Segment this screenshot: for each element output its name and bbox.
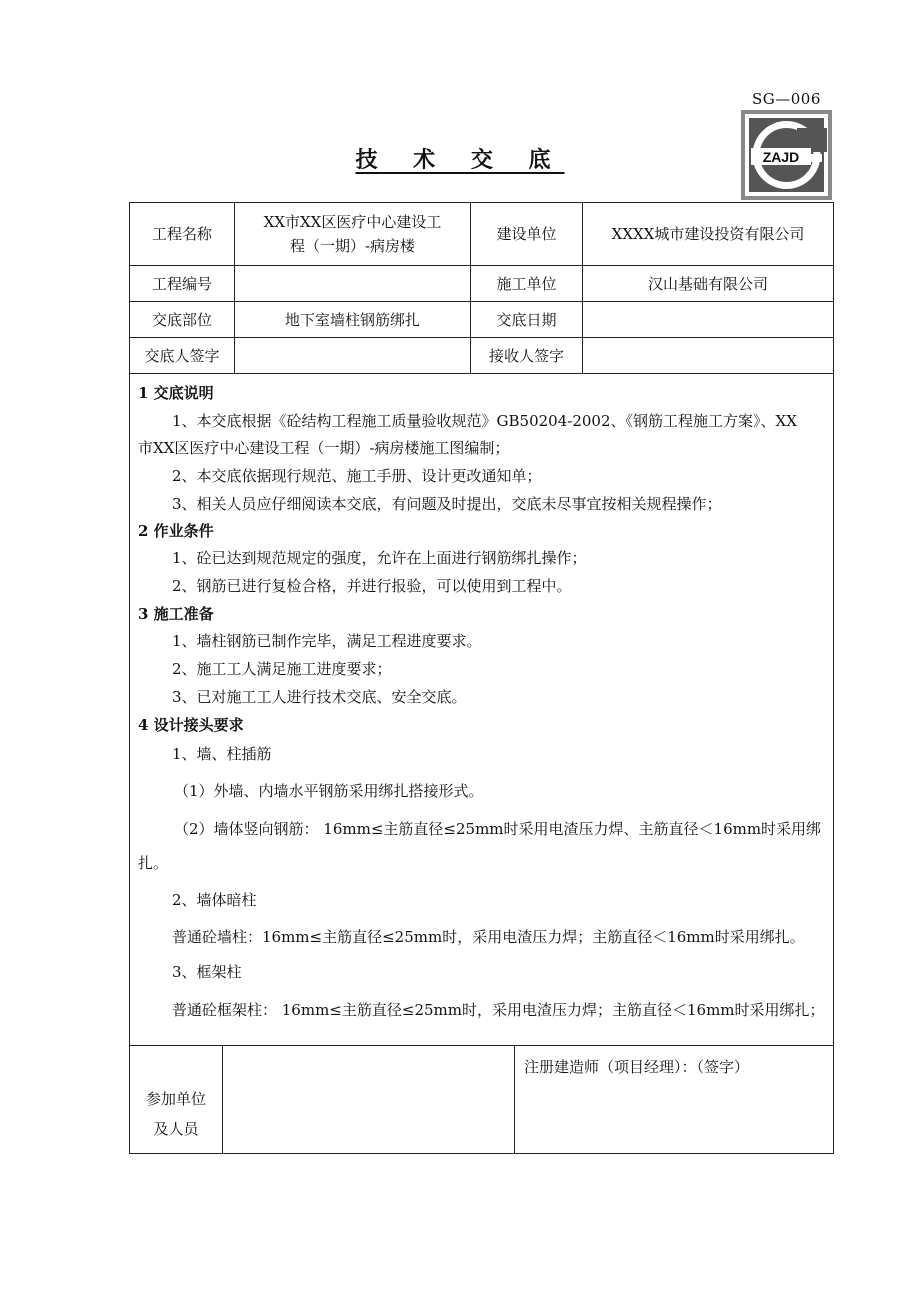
table-row (130, 302, 834, 338)
client-value: XXXX城市建设投资有限公司 (583, 203, 834, 266)
paragraph: 1、本交底根据《砼结构工程施工质量验收规范》GB50204-2002、《钢筋工程施工方案》、XX (172, 412, 797, 430)
manager-signature-label: 注册建造师（项目经理）：（签字） (524, 1058, 750, 1076)
table-row (130, 266, 834, 302)
table-row (130, 203, 834, 266)
project-no-label: 工程编号 (130, 266, 235, 302)
location-value: 地下室墙柱钢筋绑扎 (235, 302, 471, 338)
participants-label-cell (130, 1046, 223, 1153)
briefing-content (129, 374, 834, 1045)
section-heading: 4 设计接头要求 (138, 716, 244, 734)
paragraph: 1、墙、柱插筋 (172, 745, 272, 763)
paragraph: 2、墙体暗柱 (172, 891, 257, 909)
paragraph: 3、框架柱 (172, 963, 242, 981)
participants-section (129, 1045, 834, 1154)
project-no-value (235, 266, 471, 302)
contractor-label: 施工单位 (471, 266, 583, 302)
participants-value-cell (222, 1046, 515, 1153)
paragraph: 2、施工工人满足施工进度要求； (172, 660, 392, 678)
table-row (130, 338, 834, 374)
date-label: 交底日期 (471, 302, 583, 338)
paragraph: 1、墙柱钢筋已制作完毕，满足工程进度要求。 (172, 632, 482, 650)
paragraph: （1）外墙、内墙水平钢筋采用绑扎搭接形式。 (174, 782, 484, 800)
document-title-text: 技 术 交 底 (355, 147, 565, 173)
form-code: SG—006 (752, 90, 821, 108)
date-value (583, 302, 834, 338)
paragraph: 1、砼已达到规范规定的强度，允许在上面进行钢筋绑扎操作； (172, 549, 587, 567)
contractor-value: 汉山基础有限公司 (583, 266, 834, 302)
project-name-label: 工程名称 (130, 203, 235, 266)
section-heading: 1 交底说明 (138, 384, 214, 402)
paragraph: 3、相关人员应仔细阅读本交底，有问题及时提出，交底未尽事宜按相关规程操作； (172, 495, 722, 513)
project-name-line: XX市XX区医疗中心建设工 (263, 213, 442, 231)
paragraph: 扎。 (138, 854, 169, 872)
paragraph: 2、钢筋已进行复检合格，并进行报验，可以使用到工程中。 (172, 577, 572, 595)
location-label: 交底部位 (130, 302, 235, 338)
participants-label-line: 及人员 (153, 1120, 199, 1138)
receiver-signature-value (583, 338, 834, 374)
paragraph: 普通砼框架柱： 16mm≤主筋直径≤25mm时，采用电渣压力焊；主筋直径＜16mm时采用绑扎； (172, 1001, 825, 1019)
presenter-signature-label: 交底人签字 (130, 338, 235, 374)
participants-label-line: 参加单位 (145, 1090, 206, 1108)
paragraph: （2）墙体竖向钢筋： 16mm≤主筋直径≤25mm时采用电渣压力焊、主筋直径＜16mm时采用绑 (174, 820, 822, 838)
section-heading: 2 作业条件 (138, 522, 214, 540)
participants-label (130, 1084, 222, 1144)
client-label: 建设单位 (471, 203, 583, 266)
receiver-signature-label: 接收人签字 (471, 338, 583, 374)
logo-text: ZAJD (762, 149, 800, 165)
paragraph: 市XX区医疗中心建设工程（一期）-病房楼施工图编制； (138, 439, 510, 457)
paragraph: 2、本交底依据现行规范、施工手册、设计更改通知单； (172, 467, 542, 485)
project-name-value (235, 203, 471, 266)
project-name-line: 程（一期）-病房楼 (289, 237, 416, 255)
presenter-signature-value (235, 338, 471, 374)
section-heading: 3 施工准备 (138, 605, 214, 623)
paragraph: 普通砼墙柱：16mm≤主筋直径≤25mm时，采用电渣压力焊；主筋直径＜16mm时采用绑扎。 (172, 928, 805, 946)
info-table (129, 202, 834, 374)
paragraph: 3、已对施工工人进行技术交底、安全交底。 (172, 688, 467, 706)
document-title (0, 143, 920, 174)
